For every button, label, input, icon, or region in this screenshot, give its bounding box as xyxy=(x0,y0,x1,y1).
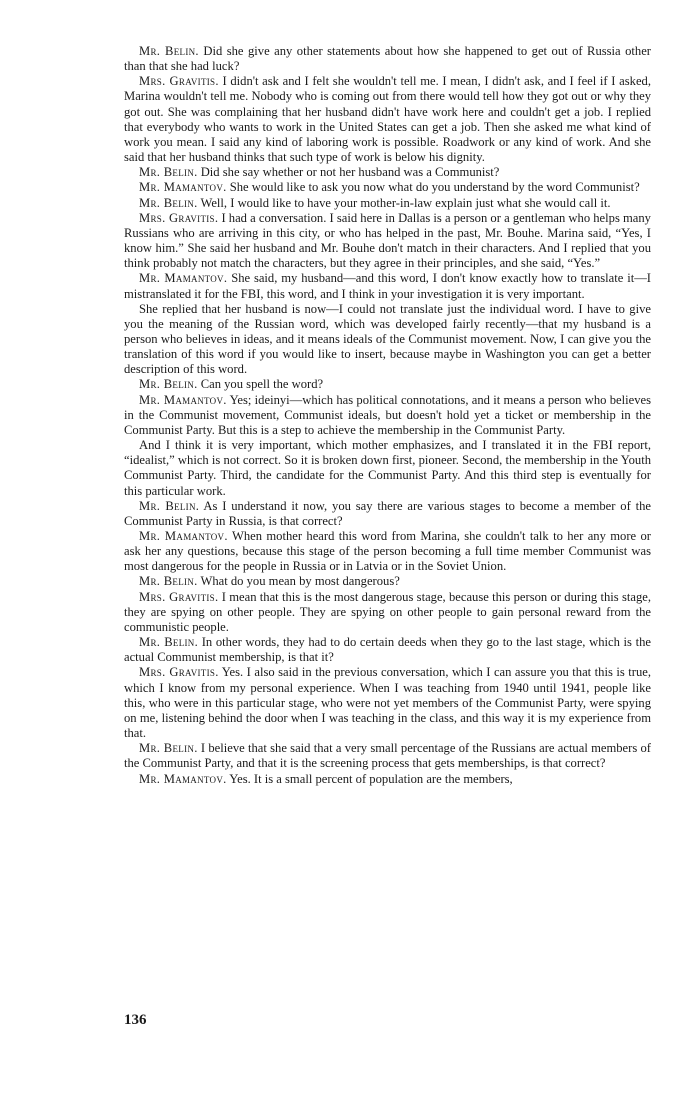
testimony-paragraph xyxy=(124,590,651,635)
paragraph-text: Did she give any other statements about how she happened to get out of Russia other than that she had luck? xyxy=(124,44,651,74)
testimony-paragraph xyxy=(124,44,651,74)
testimony-paragraph xyxy=(124,635,651,665)
testimony-paragraph xyxy=(124,529,651,574)
paragraph-text: And I think it is very important, which mother emphasizes, and I translated it in the FBI report, “idealist,” which is not correct. So it is broken down first, pioneer. Second, the membership in the Youth Communist Party. Third, the candidate for the Communist Party. And this third step is eventually for this particular work. xyxy=(124,438,651,498)
paragraph-text: In other words, they had to do certain deeds when they go to the last stage, which is the actual Communist membership, is that it? xyxy=(124,635,651,665)
testimony-paragraph xyxy=(124,438,651,499)
speaker-name: Mr. Belin. xyxy=(139,44,199,58)
paragraph-text: Can you spell the word? xyxy=(200,377,324,392)
paragraph-text: I had a conversation. I said here in Dallas is a person or a gentleman who helps many Russians who are arriving in this city, or who has helped in the past, Mr. Bouhe. Marina said, “Yes, I know him.” She said her husband and Mr. Bouhe don't match in their characters. And I replied that you think probably not match the characters, but they agree in their principles, and she said, “Yes.” xyxy=(124,210,651,271)
speaker-name: Mr. Belin. xyxy=(139,165,198,180)
paragraph-text: Yes. I also said in the previous conversation, which I can assure you that this is true, which I know from my personal experience. When I was teaching from 1940 until 1941, people like this, who were in this particular stage, who were not yet members of the Communist Party, were spying on me, listening behind the door when I was teaching in the class, and this way it is my experience from that. xyxy=(124,665,651,741)
speaker-name: Mr. Mamantov. xyxy=(139,771,227,786)
page-number: 136 xyxy=(124,1012,147,1028)
speaker-name: Mrs. Gravitis. xyxy=(139,210,219,225)
speaker-name: Mrs. Gravitis. xyxy=(139,665,219,680)
speaker-name: Mr. Mamantov. xyxy=(139,392,227,407)
paragraph-text: Yes; ideinyi—which has political connotations, and it means a person who believes in the Communist movement, Communist ideals, but doesn't hold yet a ticket or membership in the Communist Party. But this is a step to achieve the membership in the Communist Party. xyxy=(124,392,651,437)
speaker-name: Mrs. Gravitis. xyxy=(139,589,219,604)
paragraph-text: She replied that her husband is now—I could not translate just the individual word. I have to give you the meaning of the Russian word, which was developed fairly recently—that my husband is a person who believes in ideas, and it means ideals of the Communist movement. Now, I can give you the translation of this word if you would like to insert, because maybe in Washington you can get a better description of this word. xyxy=(124,301,651,377)
testimony-paragraph xyxy=(124,377,651,392)
paragraph-text: I mean that this is the most dangerous stage, because this person or during this stage, they are spying on other people. They are spying on other people to gain personal reward from the communistic people. xyxy=(124,589,651,634)
paragraph-text: What do you mean by most dangerous? xyxy=(200,574,400,589)
speaker-name: Mr. Mamantov. xyxy=(139,271,228,286)
paragraph-text: Did she say whether or not her husband was a Communist? xyxy=(200,165,500,180)
testimony-paragraph xyxy=(124,196,651,211)
testimony-paragraph xyxy=(124,302,651,378)
testimony-paragraph xyxy=(124,74,651,165)
testimony-paragraph xyxy=(124,211,651,272)
testimony-paragraph xyxy=(124,772,651,787)
paragraph-text: I believe that she said that a very small percentage of the Russians are actual members of the Communist Party, and that it is the screening process that gets memberships, is that correct? xyxy=(124,741,651,771)
testimony-paragraph xyxy=(124,499,651,529)
speaker-name: Mr. Belin. xyxy=(139,195,198,210)
testimony-paragraph xyxy=(124,574,651,589)
testimony-paragraph xyxy=(124,271,651,301)
speaker-name: Mrs. Gravitis. xyxy=(139,74,219,89)
speaker-name: Mr. Mamantov. xyxy=(139,180,227,195)
testimony-paragraph xyxy=(124,393,651,438)
testimony-paragraph xyxy=(124,665,651,741)
speaker-name: Mr. Belin. xyxy=(139,498,200,513)
speaker-name: Mr. Belin. xyxy=(139,377,198,392)
speaker-name: Mr. Belin. xyxy=(139,574,198,589)
speaker-name: Mr. Belin. xyxy=(139,741,198,756)
paragraph-text: Yes. It is a small percent of population are the members, xyxy=(229,771,513,786)
paragraph-text: I didn't ask and I felt she wouldn't tell me. I mean, I didn't ask, and I feel if I asked, Marina wouldn't tell me. Nobody who is coming out from there would tell how they got out or why they got out. She was complaining that her husband didn't have work here and couldn't get a job. I replied that everybody who wants to work in the United States can get a job. Then she asked me what kind of work you mean. I said any kind of laboring work is possible. Roadwork or any kind of work. And she said that her husband thinks that such type of work is below his dignity. xyxy=(124,74,651,165)
speaker-name: Mr. Mamantov. xyxy=(139,529,228,543)
testimony-paragraph xyxy=(124,180,651,195)
testimony-text xyxy=(124,44,651,787)
paragraph-text: When mother heard this word from Marina, she couldn't talk to her any more or ask her any questions, because this stage of the person becoming a full time member Communist was most dangerous for the people in Russia or in Latvia or in the Soviet Union. xyxy=(124,529,651,574)
testimony-paragraph xyxy=(124,165,651,180)
paragraph-text: Well, I would like to have your mother-in-law explain just what she would call it. xyxy=(200,195,611,210)
speaker-name: Mr. Belin. xyxy=(139,635,199,650)
paragraph-text: She would like to ask you now what do you understand by the word Communist? xyxy=(229,180,640,195)
paragraph-text: She said, my husband—and this word, I don't know exactly how to translate it—I mistranslated it for the FBI, this word, and I think in your investigation it is very important. xyxy=(124,271,651,301)
testimony-paragraph xyxy=(124,741,651,771)
paragraph-text: As I understand it now, you say there are various stages to become a member of the Communist Party in Russia, is that correct? xyxy=(124,498,651,528)
